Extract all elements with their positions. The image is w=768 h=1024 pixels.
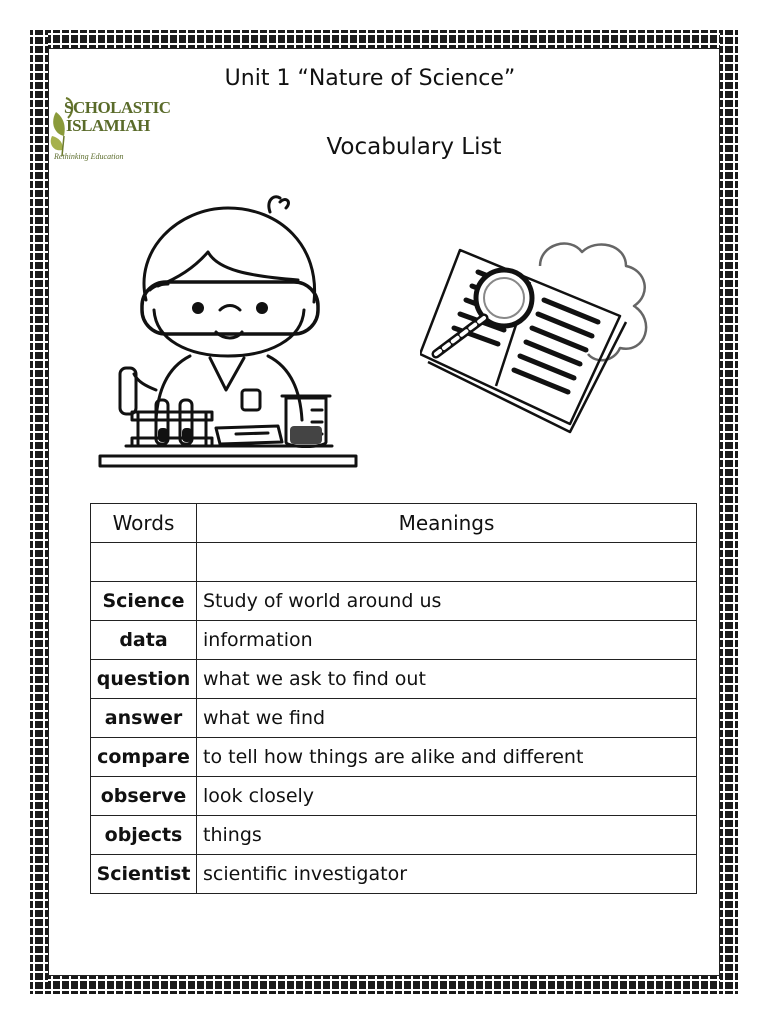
school-logo [48, 92, 171, 172]
table-row [91, 699, 697, 738]
meaning-cell: Study of world around us [197, 582, 697, 621]
meaning-cell: to tell how things are alike and different [197, 738, 697, 777]
logo-tagline: Rethinking Education [54, 152, 124, 161]
header-words: Words [91, 504, 197, 543]
table-row [91, 582, 697, 621]
meaning-cell [197, 543, 697, 582]
logo-text-line1: SCHOLASTIC [64, 98, 171, 117]
word-cell: observe [91, 777, 197, 816]
meaning-cell: what we ask to find out [197, 660, 697, 699]
scientist-boy-icon [98, 190, 360, 472]
meaning-cell: information [197, 621, 697, 660]
page-border-top [30, 30, 738, 48]
page-subtitle: Vocabulary List [326, 134, 502, 160]
table-row [91, 543, 697, 582]
word-cell: question [91, 660, 197, 699]
book-magnifier-icon [420, 236, 670, 436]
table-row [91, 816, 697, 855]
word-cell [91, 543, 197, 582]
meaning-cell: things [197, 816, 697, 855]
vocabulary-table [90, 503, 697, 894]
page-border-right [720, 30, 738, 994]
table-row [91, 855, 697, 894]
table-row [91, 777, 697, 816]
header-meanings: Meanings [197, 504, 697, 543]
table-row [91, 621, 697, 660]
page-title: Unit 1 “Nature of Science” [224, 66, 516, 91]
meaning-cell: what we find [197, 699, 697, 738]
table-header-row [91, 504, 697, 543]
page-border-bottom [30, 976, 738, 994]
word-cell: Science [91, 582, 197, 621]
meaning-cell: look closely [197, 777, 697, 816]
logo-text-line2: ISLAMIAH [66, 116, 150, 135]
page-border-left [30, 30, 48, 994]
table-row [91, 738, 697, 777]
word-cell: objects [91, 816, 197, 855]
word-cell: answer [91, 699, 197, 738]
word-cell: Scientist [91, 855, 197, 894]
word-cell: compare [91, 738, 197, 777]
table-row [91, 660, 697, 699]
word-cell: data [91, 621, 197, 660]
meaning-cell: scientific investigator [197, 855, 697, 894]
